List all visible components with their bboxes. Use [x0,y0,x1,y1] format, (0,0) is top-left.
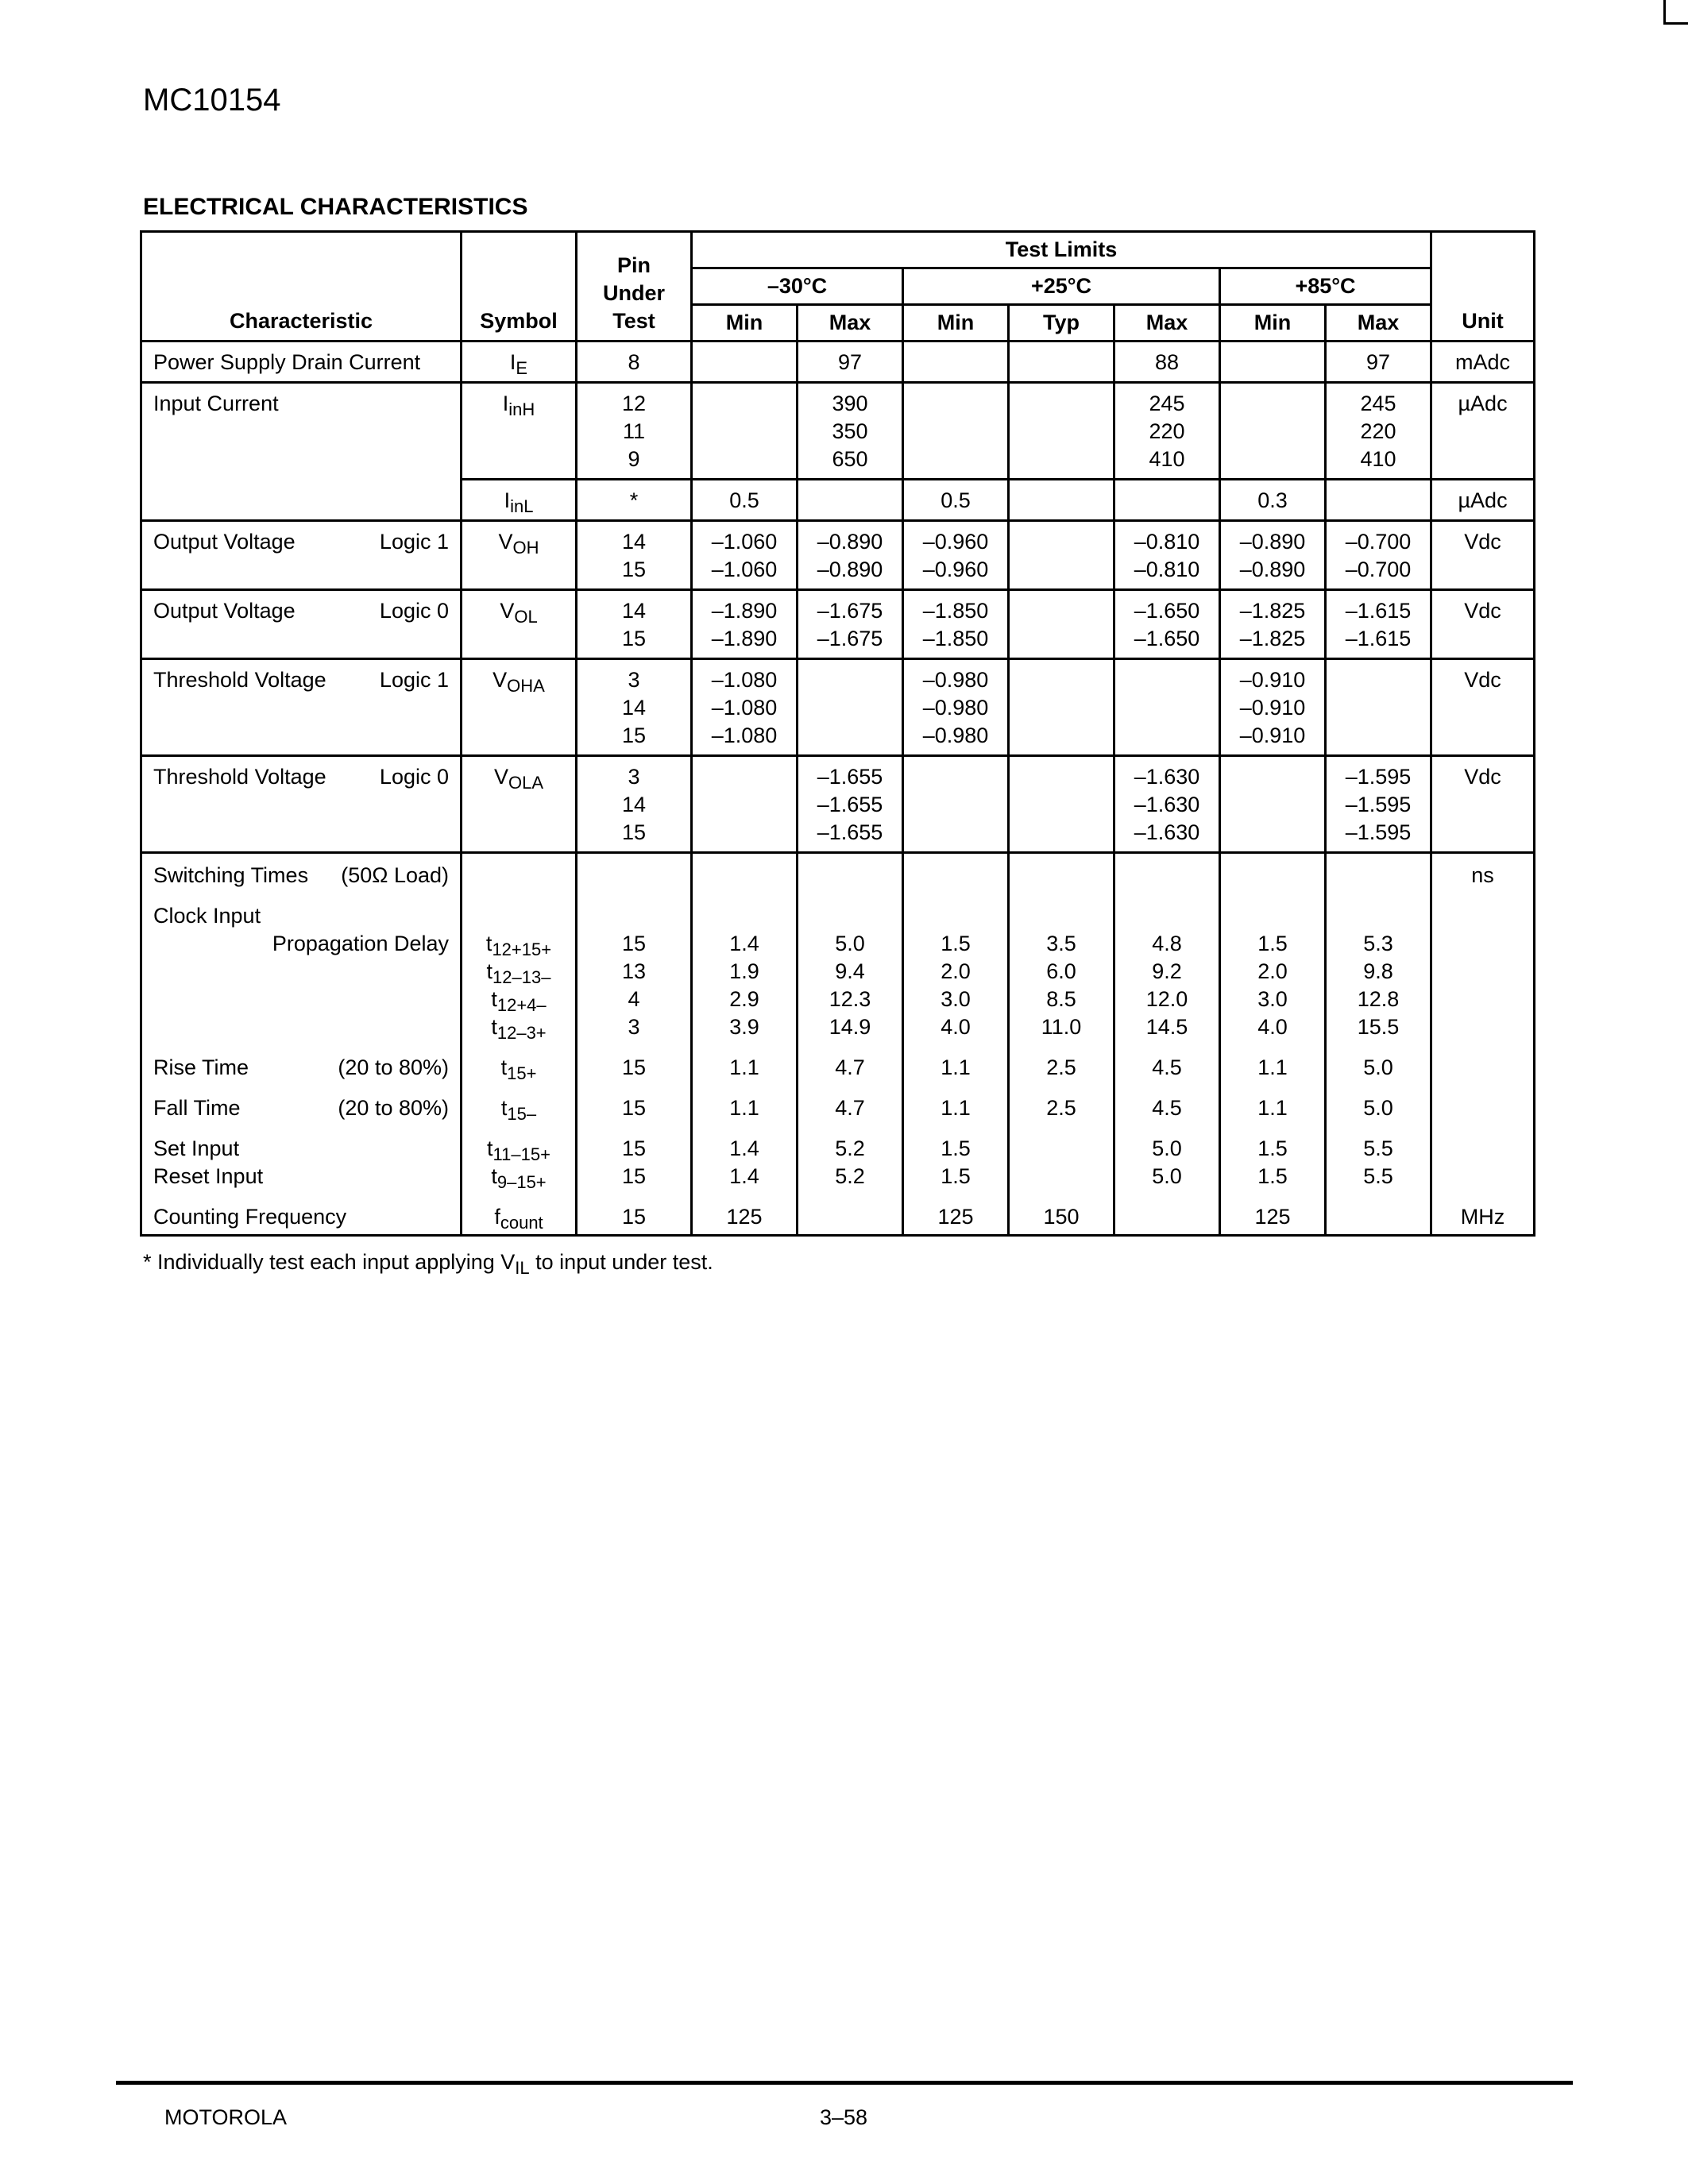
value-cell: 1.5 1.5 [903,1122,1009,1190]
value-cell [692,341,798,383]
table-row-voha [141,659,1535,756]
pin-cell: 8 [577,341,692,383]
value-cell [1009,590,1114,659]
value-cell [692,383,798,480]
characteristic-cell: Input Current [141,383,462,521]
pin-cell: * [577,480,692,521]
part-number: MC10154 [143,83,281,118]
value-cell: –0.980 –0.980 –0.980 [903,659,1009,756]
value-cell: 5.0 9.4 12.3 14.9 [798,889,903,1041]
pin-cell: 15 13 4 3 [577,889,692,1041]
table-row-iinh [141,383,1535,480]
characteristic-cell: Switching Times (50Ω Load) [141,853,462,890]
value-cell: 5.2 5.2 [798,1122,903,1190]
symbol-cell: $t_{15-}$ [462,1082,577,1122]
value-cell: 150 [1009,1190,1114,1236]
value-cell [1009,383,1114,480]
symbol-cell: $I_{inL}$ [462,480,577,521]
value-cell [692,853,798,890]
unit-cell: µAdc [1431,480,1535,521]
value-cell [798,480,903,521]
header-characteristic: Characteristic [141,232,462,341]
page-number: 3–58 [820,2105,868,2129]
value-cell [798,853,903,890]
value-cell: –1.630 –1.630 –1.630 [1114,756,1220,853]
value-cell [798,1190,903,1236]
header-test-limits: Test Limits [692,232,1431,268]
value-cell: 1.5 2.0 3.0 4.0 [1220,889,1326,1041]
table-row-switching [141,853,1535,890]
symbol-cell: $t_{15+}$ [462,1041,577,1082]
value-cell [1326,853,1431,890]
table-row-vol [141,590,1535,659]
value-cell: –0.960 –0.960 [903,521,1009,590]
unit-cell [1431,889,1535,1041]
value-cell [1220,853,1326,890]
value-cell: 0.5 [903,480,1009,521]
value-cell [1009,756,1114,853]
pin-cell: 15 [577,1041,692,1082]
value-cell [1009,1122,1114,1190]
value-cell [903,756,1009,853]
electrical-characteristics-table [140,230,1535,1237]
value-cell: –1.890 –1.890 [692,590,798,659]
pin-cell: 14 15 [577,590,692,659]
value-cell [1220,383,1326,480]
table-row-fall-time [141,1082,1535,1122]
value-cell [1114,1190,1220,1236]
value-cell: 4.7 [798,1041,903,1082]
value-cell: –1.595 –1.595 –1.595 [1326,756,1431,853]
symbol-cell: $V_{OHA}$ [462,659,577,756]
value-cell [1009,480,1114,521]
value-cell: –0.890 –0.890 [798,521,903,590]
value-cell: 1.1 [903,1082,1009,1122]
pin-cell: 14 15 [577,521,692,590]
unit-cell [1431,1122,1535,1190]
symbol-cell: $V_{OH}$ [462,521,577,590]
value-cell: 1.1 [1220,1082,1326,1122]
table-row-set-reset [141,1122,1535,1190]
value-cell [692,756,798,853]
value-cell: 1.1 [692,1082,798,1122]
characteristic-cell: Output Voltage Logic 1 [141,521,462,590]
value-cell [1009,659,1114,756]
value-cell [798,659,903,756]
table-row-counting-frequency [141,1190,1535,1236]
footer-rule [116,2081,1573,2085]
value-cell: 1.4 1.9 2.9 3.9 [692,889,798,1041]
value-cell: 5.3 9.8 12.8 15.5 [1326,889,1431,1041]
value-cell: –1.615 –1.615 [1326,590,1431,659]
value-cell: 0.3 [1220,480,1326,521]
header-max: Max [798,305,903,341]
value-cell: 3.5 6.0 8.5 11.0 [1009,889,1114,1041]
value-cell: 245 220 410 [1114,383,1220,480]
value-cell [1326,659,1431,756]
value-cell: 0.5 [692,480,798,521]
value-cell [903,341,1009,383]
value-cell: 1.1 [692,1041,798,1082]
value-cell [1326,480,1431,521]
symbol-cell: $I_E$ [462,341,577,383]
header-pin-line1: Pin [616,253,651,277]
header-symbol: Symbol [462,232,577,341]
value-cell: –1.850 –1.850 [903,590,1009,659]
header-typ: Typ [1009,305,1114,341]
header-pin-line3: Test [612,309,655,333]
pin-cell: 15 [577,1190,692,1236]
value-cell [1114,853,1220,890]
value-cell: 97 [798,341,903,383]
value-cell [903,383,1009,480]
value-cell [1220,756,1326,853]
value-cell: 2.5 [1009,1041,1114,1082]
value-cell: 5.0 [1326,1041,1431,1082]
value-cell [1009,853,1114,890]
symbol-cell: $t_{12+15+}$ $t_{12-13-}$ $t_{12+4-}$ $t_{12-3+}$ [462,889,577,1041]
pin-cell: 12 11 9 [577,383,692,480]
value-cell [1220,341,1326,383]
unit-cell: Vdc [1431,590,1535,659]
header-min: Min [692,305,798,341]
value-cell: –1.675 –1.675 [798,590,903,659]
characteristic-cell: Rise Time (20 to 80%) [141,1041,462,1082]
characteristic-cell: Counting Frequency [141,1190,462,1236]
unit-cell: µAdc [1431,383,1535,480]
value-cell: –1.655 –1.655 –1.655 [798,756,903,853]
header-pin-under-test [577,232,692,341]
value-cell: –1.650 –1.650 [1114,590,1220,659]
value-cell [903,853,1009,890]
unit-cell [1431,1041,1535,1082]
header-max: Max [1326,305,1431,341]
value-cell [1326,1190,1431,1236]
value-cell: 4.5 [1114,1041,1220,1082]
header-pin-line2: Under [602,281,665,305]
value-cell: 4.7 [798,1082,903,1122]
value-cell: 125 [692,1190,798,1236]
value-cell: 1.1 [1220,1041,1326,1082]
section-title: ELECTRICAL CHARACTERISTICS [143,194,528,220]
unit-cell: Vdc [1431,521,1535,590]
footer-brand: MOTOROLA [164,2105,288,2129]
value-cell: 1.4 1.4 [692,1122,798,1190]
value-cell: 390 350 650 [798,383,903,480]
characteristic-cell: Threshold Voltage Logic 1 [141,659,462,756]
pin-cell: 3 14 15 [577,756,692,853]
header-temp-minus30: –30°C [692,268,903,305]
characteristic-cell: Set Input Reset Input [141,1122,462,1190]
value-cell [1114,480,1220,521]
unit-cell: Vdc [1431,659,1535,756]
value-cell: 5.0 [1326,1082,1431,1122]
value-cell [1114,659,1220,756]
header-max: Max [1114,305,1220,341]
characteristic-cell: Clock Input Propagation Delay [141,889,462,1041]
value-cell: 5.5 5.5 [1326,1122,1431,1190]
symbol-cell: $V_{OL}$ [462,590,577,659]
unit-cell: ns [1431,853,1535,890]
characteristic-cell: Threshold Voltage Logic 0 [141,756,462,853]
electrical-characteristics-table-wrap [140,230,1528,1237]
value-cell: 125 [1220,1190,1326,1236]
value-cell [1009,521,1114,590]
value-cell: –0.810 –0.810 [1114,521,1220,590]
symbol-cell: $t_{11-15+}$ $t_{9-15+}$ [462,1122,577,1190]
value-cell: 4.8 9.2 12.0 14.5 [1114,889,1220,1041]
value-cell: –1.060 –1.060 [692,521,798,590]
symbol-cell: $I_{inH}$ [462,383,577,480]
pin-cell: 3 14 15 [577,659,692,756]
value-cell: –0.910 –0.910 –0.910 [1220,659,1326,756]
header-unit: Unit [1431,232,1535,341]
value-cell: 125 [903,1190,1009,1236]
value-cell: –0.700 –0.700 [1326,521,1431,590]
table-row-clock-input [141,889,1535,1041]
unit-cell [1431,1082,1535,1122]
value-cell: 1.1 [903,1041,1009,1082]
header-temp-plus85: +85°C [1220,268,1431,305]
value-cell: 245 220 410 [1326,383,1431,480]
header-min: Min [1220,305,1326,341]
value-cell: 5.0 5.0 [1114,1122,1220,1190]
header-row-1 [141,232,1535,268]
value-cell: 88 [1114,341,1220,383]
pin-cell: 15 [577,1082,692,1122]
symbol-cell: $V_{OLA}$ [462,756,577,853]
pin-cell [577,853,692,890]
value-cell: 4.5 [1114,1082,1220,1122]
symbol-cell: $f_{count}$ [462,1190,577,1236]
pin-cell: 15 15 [577,1122,692,1190]
unit-cell: Vdc [1431,756,1535,853]
value-cell: 2.5 [1009,1082,1114,1122]
value-cell: –1.825 –1.825 [1220,590,1326,659]
table-row-ie [141,341,1535,383]
page-corner-mark [1663,0,1688,25]
symbol-cell [462,853,577,890]
table-row-rise-time [141,1041,1535,1082]
table-row-vola [141,756,1535,853]
value-cell: 1.5 2.0 3.0 4.0 [903,889,1009,1041]
footnote: * Individually test each input applying $V_{IL}$ to input under test. [143,1250,713,1278]
unit-cell: MHz [1431,1190,1535,1236]
value-cell: –1.080 –1.080 –1.080 [692,659,798,756]
value-cell: 1.5 1.5 [1220,1122,1326,1190]
value-cell: 97 [1326,341,1431,383]
unit-cell: mAdc [1431,341,1535,383]
characteristic-cell: Power Supply Drain Current [141,341,462,383]
header-temp-plus25: +25°C [903,268,1220,305]
table-row-voh [141,521,1535,590]
characteristic-cell: Fall Time (20 to 80%) [141,1082,462,1122]
characteristic-cell: Output Voltage Logic 0 [141,590,462,659]
value-cell: –0.890 –0.890 [1220,521,1326,590]
header-min: Min [903,305,1009,341]
value-cell [1009,341,1114,383]
